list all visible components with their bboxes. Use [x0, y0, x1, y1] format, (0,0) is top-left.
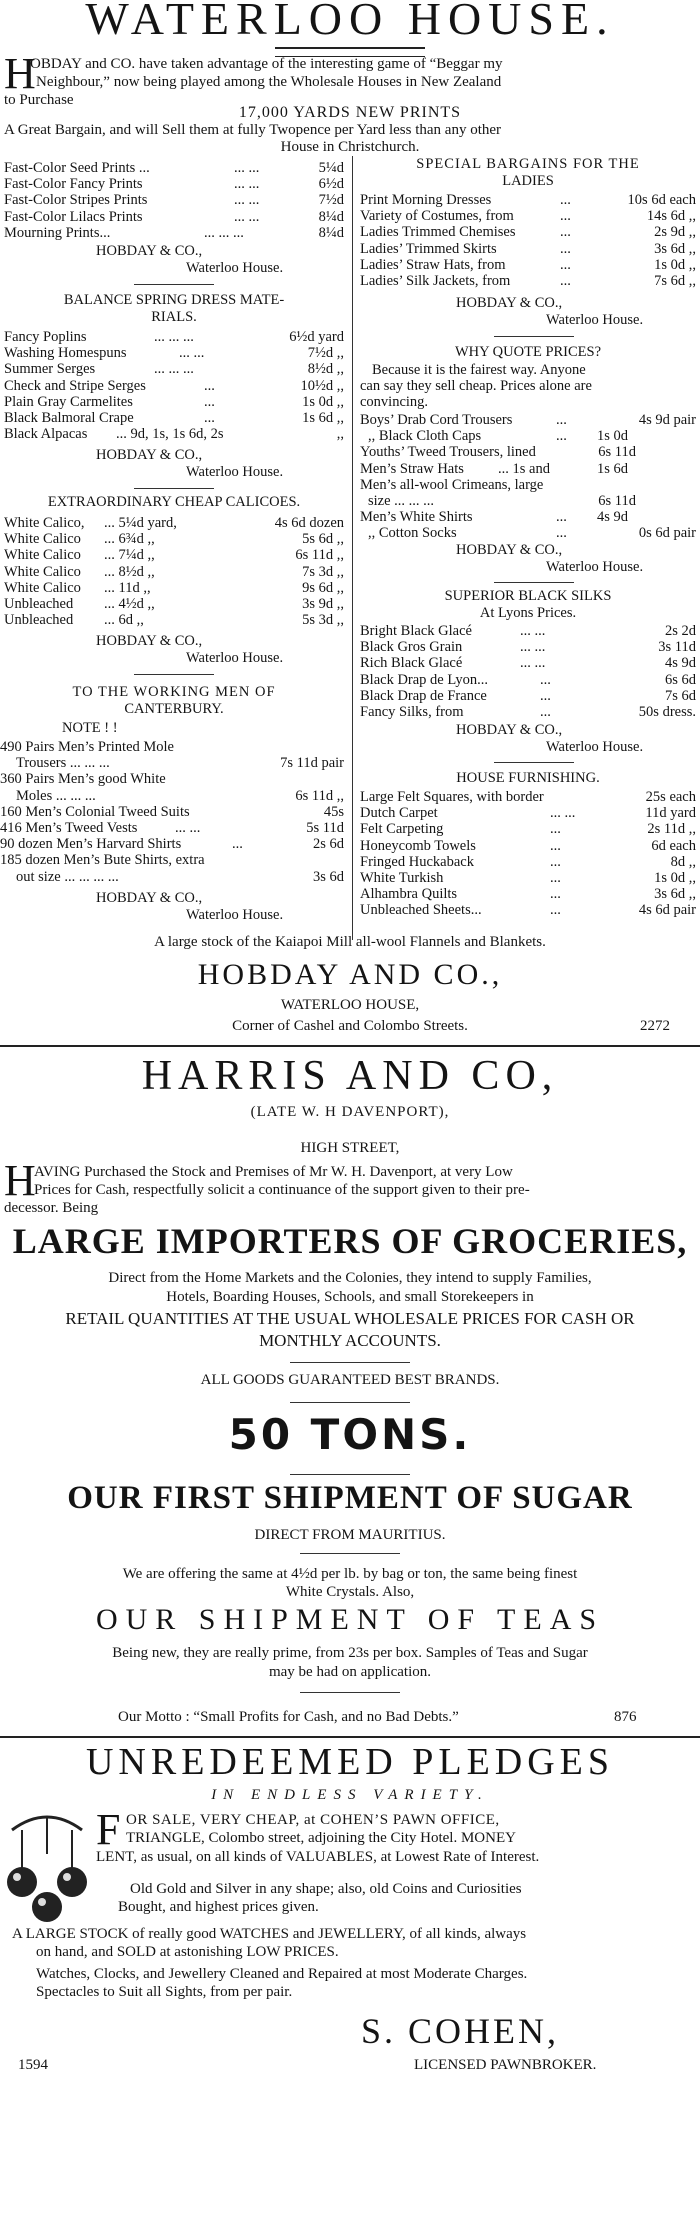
list-item: Variety of Costumes, from ... 14s 6d ,,: [360, 208, 696, 225]
list-item: Trousers ... ... ... 7s 11d pair: [16, 755, 344, 772]
harris-teas-line-2: may be had on application.: [268, 1664, 432, 1680]
silks-list: [360, 623, 696, 720]
list-item: Moles ... ... ... 6s 11d ,,: [16, 787, 344, 804]
ad-separator: [0, 1045, 700, 1047]
harris-direct-line-1: Direct from the Home Markets and the Colonies, they intend to supply Families,: [108, 1270, 592, 1286]
list-item: 360 Pairs Men’s good White: [0, 771, 166, 788]
signature-name: HOBDAY & CO.,: [456, 542, 563, 558]
cohen-dropcap: F: [96, 1805, 121, 1854]
intro-line-1: OBDAY and CO. have taken advantage of the interesting game of “Beggar my: [30, 56, 503, 72]
list-item: Honeycomb Towels ... 6d each: [360, 837, 696, 854]
list-item: Ladies’ Trimmed Skirts ... 3s 6d ,,: [360, 240, 696, 257]
why-title: WHY QUOTE PRICES?: [454, 344, 602, 360]
hobday-ad-number: 2272: [640, 1018, 670, 1034]
list-item: size ... ... ... 6s 11d: [368, 492, 636, 509]
signature-name: HOBDAY & CO.,: [96, 243, 203, 259]
list-item: Black Balmoral Crape ... 1s 6d ,,: [4, 409, 344, 426]
harris-offering-line-1: We are offering the same at 4½d per lb. by bag or ton, the same being finest: [122, 1566, 578, 1582]
list-item: Plain Gray Carmelites ... 1s 0d ,,: [4, 393, 344, 410]
cohen-watches-line-2: Spectacles to Suit all Sights, from per pair.: [36, 1984, 293, 2000]
special-title-2: LADIES: [502, 173, 554, 189]
waterloo-title: WATERLOO HOUSE.: [85, 0, 615, 44]
section-divider: [494, 336, 574, 337]
section-divider: [290, 1362, 410, 1363]
list-item: Ladies’ Silk Jackets, from ... 7s 6d ,,: [360, 272, 696, 289]
list-item: Black Alpacas ... 9d, 1s, 1s 6d, 2s ,,: [4, 426, 344, 443]
working-list: [0, 739, 344, 885]
signature-place: Waterloo House.: [186, 650, 284, 666]
list-item: Summer Serges ... ... ... 8½d ,,: [4, 361, 344, 378]
signature-name: HOBDAY & CO.,: [96, 447, 203, 463]
section-divider: [134, 674, 214, 675]
list-item: Fast-Color Lilacs Prints ... ... 8¼d: [4, 208, 344, 225]
list-item: White Calico ... 7¼d ,, 6s 11d ,,: [4, 547, 344, 564]
hobday-footer-house: WATERLOO HOUSE,: [280, 997, 420, 1013]
list-item: Unbleached ... 6d ,, 5s 3d ,,: [4, 612, 344, 629]
why-line-3: convincing.: [360, 394, 429, 410]
list-item: Rich Black Glacé ... ... 4s 9d: [360, 655, 696, 672]
intro-dropcap: H: [4, 49, 36, 98]
balance-title-1: BALANCE SPRING DRESS MATE-: [63, 292, 285, 308]
harris-direct-line-2: Hotels, Boarding Houses, Schools, and small Storekeepers in: [166, 1289, 534, 1305]
harris-offering-line-2: White Crystals. Also,: [285, 1584, 415, 1600]
section-divider: [134, 488, 214, 489]
list-item: Alhambra Quilts ... 3s 6d ,,: [360, 886, 696, 903]
list-item: Men’s all-wool Crimeans, large: [360, 476, 544, 493]
calicoes-list: [4, 515, 344, 628]
harris-importers: LARGE IMPORTERS OF GROCERIES,: [12, 1221, 688, 1261]
signature-place: Waterloo House.: [546, 559, 644, 575]
calicoes-title: EXTRAORDINARY CHEAP CALICOES.: [47, 494, 301, 510]
list-item: Unbleached ... 4½d ,, 3s 9d ,,: [4, 595, 344, 612]
list-item: White Calico ... 11d ,, 9s 6d ,,: [4, 579, 344, 596]
list-item: Large Felt Squares, with border 25s each: [360, 789, 696, 805]
list-item: Felt Carpeting ... 2s 11d ,,: [360, 821, 696, 838]
list-item: ,, Black Cloth Caps ... 1s 0d: [368, 428, 628, 445]
list-item: White Turkish ... 1s 0d ,,: [360, 869, 696, 886]
list-item: Fast-Color Seed Prints ... ... ... 5¼d: [4, 160, 344, 176]
cohen-gold-line-2: Bought, and highest prices given.: [118, 1899, 319, 1915]
silks-title: SUPERIOR BLACK SILKS: [444, 588, 612, 604]
working-note: NOTE ! !: [62, 720, 118, 736]
list-item: Fast-Color Fancy Prints ... ... 6½d: [4, 176, 344, 193]
list-item: Fringed Huckaback ... 8d ,,: [360, 853, 696, 870]
list-item: Ladies Trimmed Chemises ... 2s 9d ,,: [360, 224, 696, 241]
hobday-footer-address: Corner of Cashel and Colombo Streets.: [232, 1018, 468, 1034]
cohen-title: UNREDEEMED PLEDGES: [85, 1741, 615, 1783]
cohen-stock-line-2: on hand, and SOLD at astonishing LOW PRICES.: [36, 1944, 339, 1960]
list-item: 490 Pairs Men’s Printed Mole: [0, 739, 174, 755]
hobday-footer-name: HOBDAY AND CO.,: [197, 958, 503, 991]
silks-subtitle: At Lyons Prices.: [479, 605, 577, 621]
cohen-watches-line-1: Watches, Clocks, and Jewellery Cleaned and Repaired at most Moderate Charges.: [36, 1966, 528, 1982]
section-divider: [134, 284, 214, 285]
intro-line-3: to Purchase: [4, 92, 74, 108]
signature-place: Waterloo House.: [186, 260, 284, 276]
cohen-subtitle: IN ENDLESS VARIETY.: [211, 1787, 489, 1803]
yards-heading: 17,000 YARDS NEW PRINTS: [238, 104, 462, 121]
signature-place: Waterloo House.: [186, 907, 284, 923]
bargain-line-2: House in Christchurch.: [280, 139, 420, 155]
list-item: Dutch Carpet ... ... 11d yard: [360, 805, 696, 822]
harris-mauritius: DIRECT FROM MAURITIUS.: [254, 1527, 446, 1543]
cohen-ad-number: 1594: [18, 2057, 48, 2073]
cohen-name: S. COHEN,: [360, 2011, 560, 2051]
signature-name: HOBDAY & CO.,: [96, 890, 203, 906]
list-item: out size ... ... ... ... 3s 6d: [16, 868, 344, 885]
section-divider: [494, 582, 574, 583]
list-item: Youths’ Tweed Trousers, lined 6s 11d: [360, 444, 636, 461]
harris-para-line-1: AVING Purchased the Stock and Premises of Mr W. H. Davenport, at very Low: [34, 1164, 513, 1180]
list-item: Fancy Silks, from ... 50s dress.: [360, 703, 696, 720]
signature-name: HOBDAY & CO.,: [456, 295, 563, 311]
cohen-licensed: LICENSED PAWNBROKER.: [414, 2057, 597, 2073]
balance-title-2: RIALS.: [151, 309, 197, 325]
special-title-1: SPECIAL BARGAINS FOR THE: [416, 156, 640, 172]
harris-title: HARRIS AND CO,: [141, 1053, 559, 1099]
special-list: [360, 192, 696, 289]
cohen-line-2: TRIANGLE, Colombo street, adjoining the City Hotel. MONEY: [126, 1830, 516, 1846]
signature-place: Waterloo House.: [546, 312, 644, 328]
list-item: ,, Cotton Socks ... 0s 6d pair: [368, 525, 696, 542]
signature-place: Waterloo House.: [546, 739, 644, 755]
harris-sugar: OUR FIRST SHIPMENT OF SUGAR: [67, 1480, 633, 1516]
list-item: 185 dozen Men’s Bute Shirts, extra: [0, 852, 205, 869]
harris-street: HIGH STREET,: [300, 1140, 400, 1156]
pawnbroker-three-balls-icon: [4, 1810, 90, 1925]
harris-tons: 50 TONS.: [228, 1410, 472, 1459]
signature-name: HOBDAY & CO.,: [96, 633, 203, 649]
list-item: Ladies’ Straw Hats, from ... 1s 0d ,,: [360, 256, 696, 273]
list-item: Mourning Prints... ... ... ... 8¼d: [4, 224, 344, 241]
harris-late: (LATE W. H DAVENPORT),: [250, 1104, 450, 1120]
section-divider: [300, 1553, 400, 1554]
prints-list: [4, 160, 344, 241]
furnishing-title: HOUSE FURNISHING.: [456, 770, 600, 786]
why-list: [360, 412, 696, 542]
working-title-1: TO THE WORKING MEN OF: [72, 684, 276, 700]
harris-guaranteed: ALL GOODS GUARANTEED BEST BRANDS.: [200, 1372, 500, 1388]
list-item: Print Morning Dresses ... 10s 6d each: [360, 192, 696, 208]
list-item: Men’s Straw Hats ... 1s and 1s 6d: [360, 460, 628, 477]
section-divider: [290, 1474, 410, 1475]
list-item: Men’s White Shirts ... 4s 9d: [360, 509, 628, 526]
list-item: Fast-Color Stripes Prints ... ... 7½d: [4, 192, 344, 209]
cohen-line-3: LENT, as usual, on all kinds of VALUABLES, at Lowest Rate of Interest.: [96, 1849, 540, 1865]
working-title-2: CANTERBURY.: [124, 701, 224, 717]
harris-teas-line-1: Being new, they are really prime, from 23s per box. Samples of Teas and Sugar: [112, 1645, 588, 1661]
balance-list: [4, 329, 344, 442]
list-item: 416 Men’s Tweed Vests ... ... 5s 11d: [0, 819, 344, 836]
harris-teas: OUR SHIPMENT OF TEAS: [95, 1603, 605, 1636]
ad-separator: [0, 1736, 700, 1738]
section-divider: [494, 762, 574, 763]
signature-name: HOBDAY & CO.,: [456, 722, 563, 738]
list-item: Black Drap de France ... 7s 6d: [360, 687, 696, 704]
why-line-1: Because it is the fairest way. Anyone: [372, 362, 586, 378]
list-item: 90 dozen Men’s Harvard Shirts ... 2s 6d: [0, 836, 344, 853]
list-item: Washing Homespuns ... ... 7½d ,,: [4, 345, 344, 362]
signature-place: Waterloo House.: [186, 464, 284, 480]
harris-dropcap: H: [4, 1156, 36, 1205]
list-item: Check and Stripe Serges ... 10½d ,,: [4, 377, 344, 394]
harris-retail-line-1: RETAIL QUANTITIES AT THE USUAL WHOLESALE PRICES FOR CASH OR: [65, 1309, 635, 1328]
harris-para-line-2: Prices for Cash, respectfully solicit a continuance of the support given to their pre-: [34, 1182, 530, 1198]
kaiapoi-line: A large stock of the Kaiapoi Mill all-wool Flannels and Blankets.: [154, 934, 546, 950]
list-item: White Calico ... 6¾d ,, 5s 6d ,,: [4, 531, 344, 548]
intro-line-2: Neighbour,” now being played among the Wholesale Houses in New Zealand: [36, 74, 502, 90]
furnishing-list: [360, 789, 696, 919]
harris-para-line-3: decessor. Being: [4, 1200, 99, 1216]
why-line-2: can say they sell cheap. Prices alone are: [360, 378, 592, 394]
cohen-line-1: OR SALE, VERY CHEAP, at COHEN’S PAWN OFFICE,: [126, 1812, 500, 1828]
section-divider: [300, 1692, 400, 1693]
column-divider: [352, 156, 353, 940]
bargain-line-1: A Great Bargain, and will Sell them at fully Twopence per Yard less than any other: [4, 122, 502, 138]
list-item: Fancy Poplins ... ... ... 6½d yard: [4, 329, 344, 345]
list-item: Black Gros Grain ... ... 3s 11d: [360, 639, 696, 656]
section-divider: [290, 1402, 410, 1403]
harris-ad-number: 876: [614, 1709, 637, 1725]
harris-motto: Our Motto : “Small Profits for Cash, and no Bad Debts.”: [118, 1709, 459, 1725]
cohen-stock-line-1: A LARGE STOCK of really good WATCHES and JEWELLERY, of all kinds, always: [12, 1926, 527, 1942]
list-item: Bright Black Glacé ... ... 2s 2d: [360, 623, 696, 639]
list-item: White Calico, ... 5¼d yard, 4s 6d dozen: [4, 515, 344, 531]
cohen-gold-line-1: Old Gold and Silver in any shape; also, old Coins and Curiosities: [130, 1881, 522, 1897]
list-item: Unbleached Sheets... ... 4s 6d pair: [360, 902, 696, 919]
list-item: Boys’ Drab Cord Trousers ... 4s 9d pair: [360, 412, 696, 428]
list-item: Black Drap de Lyon... ... 6s 6d: [360, 671, 696, 688]
list-item: 160 Men’s Colonial Tweed Suits 45s: [0, 803, 344, 820]
list-item: White Calico ... 8½d ,, 7s 3d ,,: [4, 563, 344, 580]
harris-retail-line-2: MONTHLY ACCOUNTS.: [259, 1331, 441, 1350]
